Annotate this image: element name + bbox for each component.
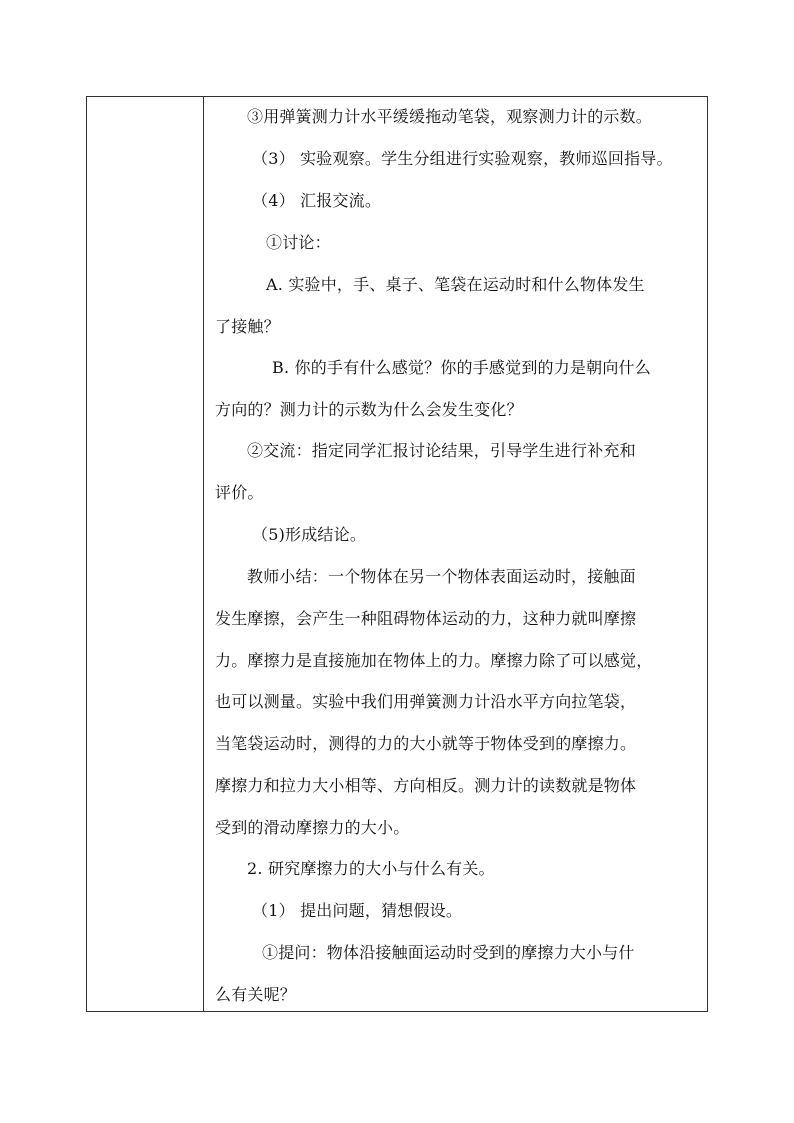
text-line: ①讨论： [266, 233, 331, 252]
text-line: 当笔袋运动时，测得的力的大小就等于物体受到的摩擦力。 [215, 734, 637, 753]
text-line: ①提问：物体沿接触面运动时受到的摩擦力大小与什 [262, 943, 635, 962]
text-line: 方向的？测力计的示数为什么会发生变化？ [215, 400, 523, 419]
text-line: （3） 实验观察。学生分组进行实验观察，教师巡回指导。 [252, 149, 673, 168]
lesson-plan-table [86, 96, 708, 1012]
text-line: A. 实验中，手、桌子、笔袋在运动时和什么物体发生 [266, 275, 645, 294]
text-line: （1） 提出问题，猜想假设。 [252, 901, 463, 920]
left-column-cell [87, 97, 203, 1011]
text-line: 也可以测量。实验中我们用弹簧测力计沿水平方向拉笔袋， [215, 692, 637, 711]
text-line: 发生摩擦，会产生一种阻碍物体运动的力，这种力就叫摩擦 [215, 609, 637, 628]
text-line: 2. 研究摩擦力的大小与什么有关。 [247, 859, 495, 878]
text-line: 么有关呢？ [215, 985, 297, 1004]
text-line: 摩擦力和拉力大小相等、方向相反。测力计的读数就是物体 [215, 776, 637, 795]
content-column-cell [204, 97, 707, 1011]
text-line: （4） 汇报交流。 [252, 191, 382, 210]
text-line: 评价。 [215, 483, 264, 502]
text-line: B. 你的手有什么感觉？你的手感觉到的力是朝向什么 [272, 358, 651, 377]
text-line: 了接触？ [215, 317, 280, 336]
text-line: 教师小结：一个物体在另一个物体表面运动时，接触面 [247, 567, 636, 586]
text-line: ②交流：指定同学汇报讨论结果，引导学生进行补充和 [247, 441, 636, 460]
text-line: ③用弹簧测力计水平缓缓拖动笔袋，观察测力计的示数。 [247, 107, 653, 126]
text-line: 力。摩擦力是直接施加在物体上的力。摩擦力除了可以感觉， [215, 651, 653, 670]
text-line: （5)形成结论。 [252, 525, 367, 544]
text-line: 受到的滑动摩擦力的大小。 [215, 818, 410, 837]
